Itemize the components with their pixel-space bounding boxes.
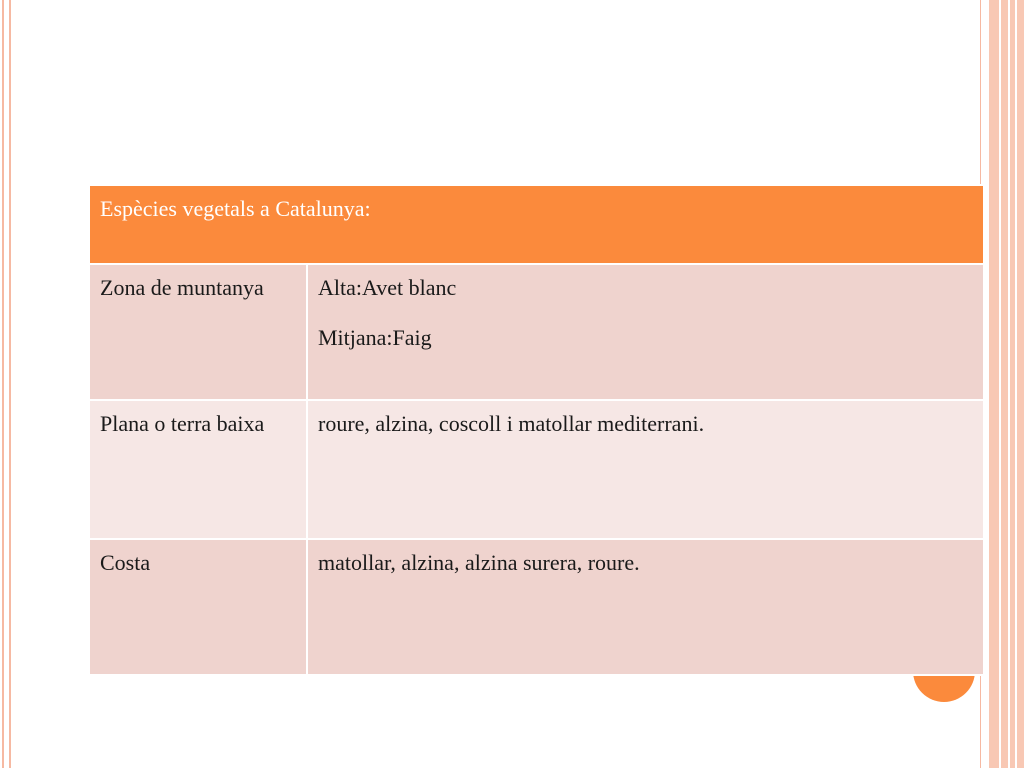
zone-cell: Costa (89, 539, 307, 675)
species-cell (307, 539, 984, 675)
frame-line-left-inner (9, 0, 11, 768)
table-row (89, 539, 984, 675)
species-line: Mitjana:Faig (318, 325, 432, 350)
frame-band-right (1017, 0, 1024, 768)
species-line: matollar, alzina, alzina surera, roure. (318, 550, 640, 575)
frame-line-left (2, 0, 4, 768)
frame-band-right (989, 0, 999, 768)
table-row (89, 264, 984, 400)
table-title: Espècies vegetals a Catalunya: (89, 185, 984, 264)
table-header-row (89, 185, 984, 264)
species-cell (307, 400, 984, 539)
species-line: Alta:Avet blanc (318, 275, 457, 300)
table-row (89, 400, 984, 539)
frame-band-right (1010, 0, 1015, 768)
zone-cell: Plana o terra baixa (89, 400, 307, 539)
frame-band-right (1001, 0, 1008, 768)
vegetation-table (88, 184, 985, 676)
species-cell (307, 264, 984, 400)
zone-cell: Zona de muntanya (89, 264, 307, 400)
species-line: roure, alzina, coscoll i matollar mediterrani. (318, 411, 705, 436)
